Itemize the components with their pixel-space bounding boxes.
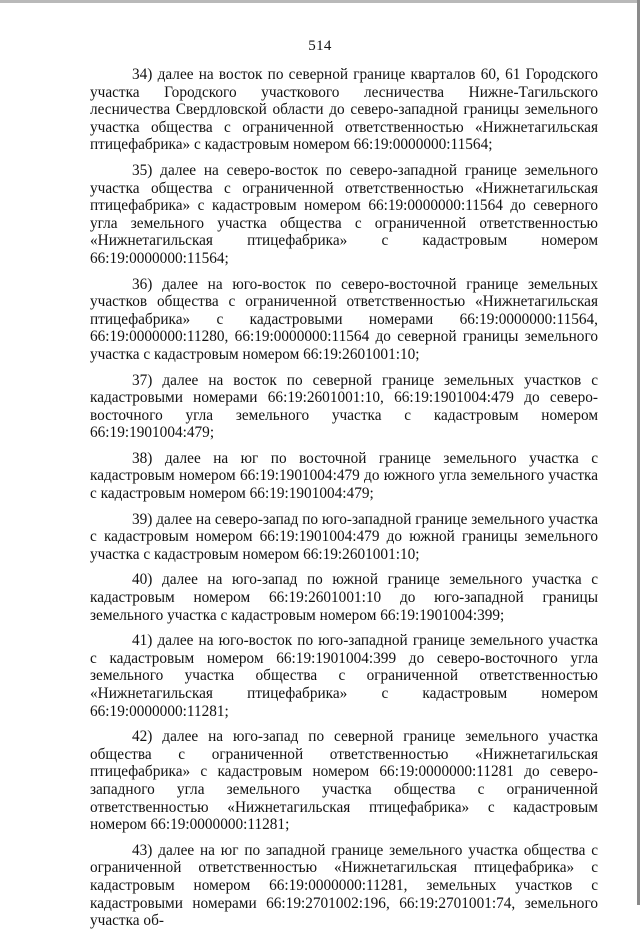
paragraph-36: 36) далее на юго-восток по северо-восточной границе земельных участков общества с ограниченной ответственностью «Нижнетагильская птицефабрика» с кадастровыми номерами 66:19:0000000:11564, 66:19:0000000:11280, 66:19:0000000:11564 до северной границы земельного участка с кадастровым номером 66:19:2601001:10; [90,275,598,363]
scan-top-edge [0,0,640,3]
paragraph-37: 37) далее на восток по северной границе земельных участков с кадастровыми номерами 66:19:2601001:10, 66:19:1901004:479 до северо-восточного угла земельного участка с кадастровым номером 66:19:1901004:479; [90,371,598,442]
document-body [90,66,598,938]
paragraph-42: 42) далее на юго-запад по северной границе земельного участка общества с ограниченной ответственностью «Нижнетагильская птицефабрика» с кадастровым номером 66:19:0000000:11281 до северо-западного угла земельного участка общества с ограниченной ответственностью «Нижнетагильская птицефабрика» с кадастровым номером 66:19:0000000:11281; [90,728,598,834]
paragraph-35: 35) далее на северо-восток по северо-западной границе земельного участка общества с ограниченной ответственностью «Нижнетагильская птицефабрика» с кадастровым номером 66:19:0000000:11564 до северного угла земельного участка общества с ограниченной ответственностью «Нижнетагильская птицефабрика» с кадастровым номером 66:19:0000000:11564; [90,161,598,267]
paragraph-43: 43) далее на юг по западной границе земельного участка общества с ограниченной ответственностью «Нижнетагильская птицефабрика» с кадастровым номером 66:19:0000000:11281, земельных участков с кадастровыми номерами 66:19:2701002:196, 66:19:2701001:74, земельного участка об- [90,841,598,930]
paragraph-39: 39) далее на северо-запад по юго-западной границе земельного участка с кадастровым номером 66:19:1901004:479 до южной границы земельного участка с кадастровым номером 66:19:2601001:10; [90,510,598,563]
paragraph-40: 40) далее на юго-запад по южной границе земельного участка с кадастровым номером 66:19:2601001:10 до юго-западной границы земельного участка с кадастровым номером 66:19:1901004:399; [90,571,598,624]
paragraph-34: 34) далее на восток по северной границе кварталов 60, 61 Городского участка Городского участкового лесничества Нижне-Тагильского лесничества Свердловской области до северо-западной границы земельного участка общества с ограниченной ответственностью «Нижнетагильская птицефабрика» с кадастровым номером 66:19:0000000:11564; [90,66,598,154]
paragraph-41: 41) далее на юго-восток по юго-западной границе земельного участка с кадастровым номером 66:19:1901004:399 до северо-восточного угла земельного участка общества с ограниченной ответственностью «Нижнетагильская птицефабрика» с кадастровым номером 66:19:0000000:11281; [90,632,598,720]
page-number: 514 [308,38,332,54]
paragraph-38: 38) далее на юг по восточной границе земельного участка с кадастровым номером 66:19:1901004:479 до южного угла земельного участка с кадастровым номером 66:19:1901004:479; [90,449,598,503]
